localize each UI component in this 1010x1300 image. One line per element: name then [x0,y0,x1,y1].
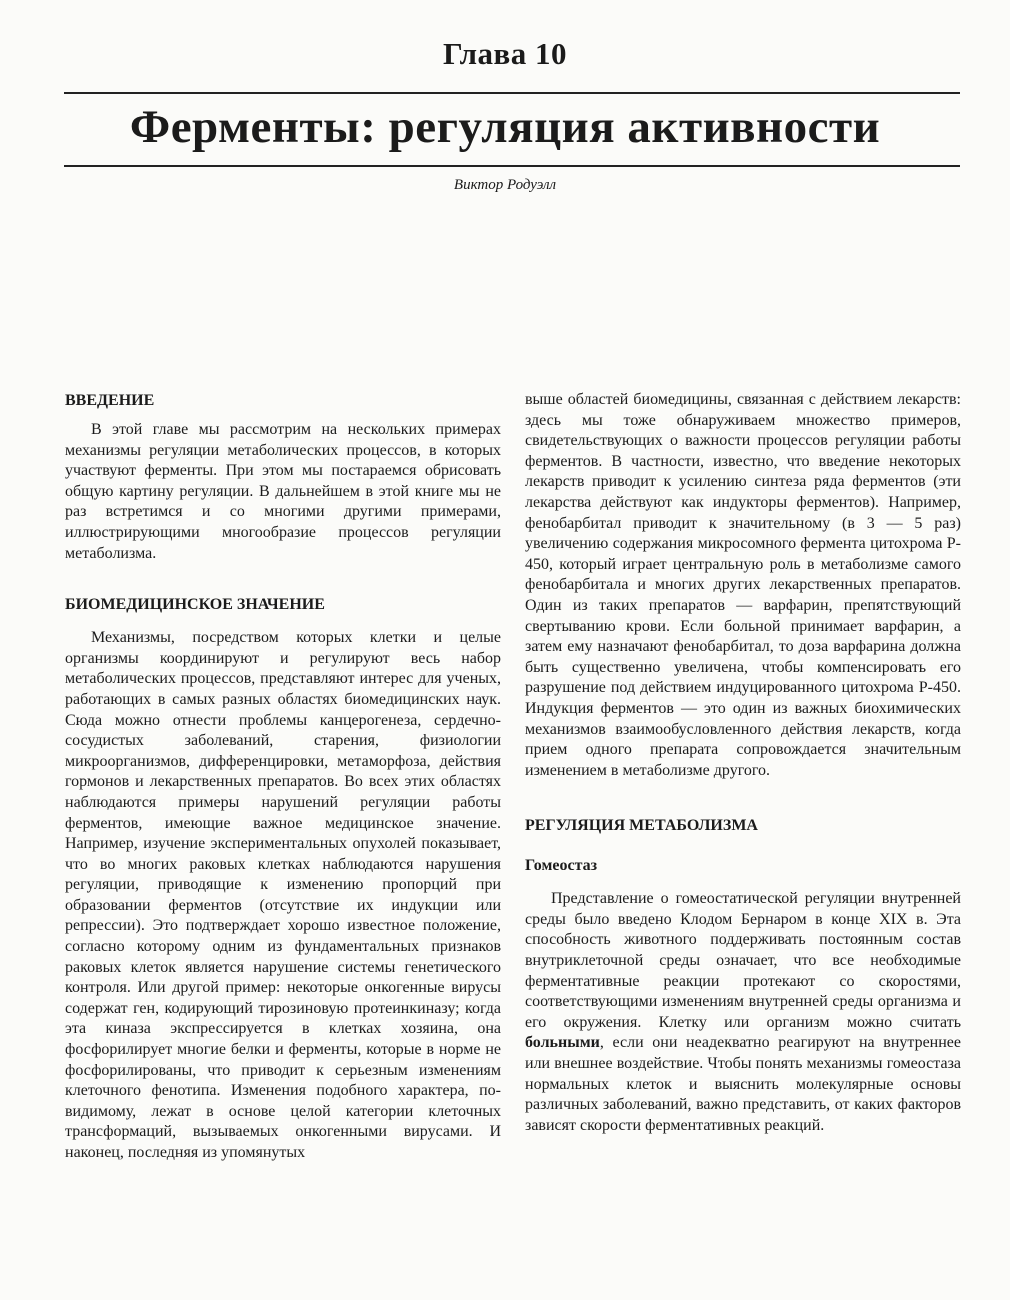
intro-heading: ВВЕДЕНИЕ [65,392,155,409]
top-rule [64,92,960,94]
biomedical-paragraph: Механизмы, посредством которых клетки и целые организмы координируют и регулируют весь набор метаболических процессов, представляют интерес для ученых, работающих в самых разных областях биомедицинских наук. Сюда можно отнести проблемы канцерогенеза, сердечно-сосудистых заболеваний, старения, физиологии микроорганизмов, дифференцировки, метаморфоза, действия гормонов и лекарственных препаратов. Во всех этих областях наблюдаются примеры нарушений регуляции работы ферментов, имеющие важное медицинское значение. Например, изучение экспериментальных опухолей показывает, что во многих раковых клетках наблюдаются нарушения регуляции, приводящие к изменению пропорций при образовании ферментов (отсутствие их индукции или репрессии). Это подтверждает хорошо известное положение, согласно которому одним из фундаментальных признаков раковых клеток является нарушение системы генетического контроля. Или другой пример: некоторые онкогенные вирусы содержат ген, кодирующий тирозиновую протеинкиназу; когда эта киназа экспрессируется в клетках хозяина, она фосфорилирует многие белки и ферменты, которые в норме не фосфорилированы, что приводит к серьезным изменениям клеточного фенотипа. Изменения подобного характера, по-видимому, лежат в основе целой категории клеточных трансформаций, вызываемых онкогенными вирусами. И наконец, последняя из упомянутых [65,629,501,1161]
homeostasis-text-start: Представление о гомеостатической регуляции внутренней среды было введено Клодом Бернаром в конце XIX в. Эта способность животного поддерживать постоянным состав внутриклеточной среды означает, что все необходимые ферментативные реакции протекают со скоростями, соответствующими изменениям внутренней среды организма и его окружения. Клетку или организм можно считать [525,890,961,1031]
continued-paragraph: выше областей биомедицины, связанная с действием лекарств: здесь мы тоже обнаруживаем множество примеров, свидетельствующих о важности процессов регуляции работы ферментов. В частности, известно, что введение некоторых лекарств приводит к усилению синтеза ряда ферментов (эти лекарства действуют как индукторы ферментов). Например, фенобарбитал приводит к значительному (в 3 — 5 раз) увеличению содержания микросомного фермента цитохрома P-450, который играет центральную роль в метаболизме самого фенобарбитала и многих других лекарственных препаратов. Один из таких препаратов — варфарин, препятствующий свертыванию крови. Если больной принимает варфарин, а затем ему назначают фенобарбитал, то доза варфарина должна быть существенно увеличена, чтобы компенсировать его разрушение под действием индуцированного цитохрома P-450. Индукция ферментов — это один из важных биохимических механизмов взаимообусловленного действия лекарств, когда прием одного препарата сопровождается значительным изменением в метаболизме другого. [525,391,961,779]
biomedical-heading: БИОМЕДИЦИНСКОЕ ЗНАЧЕНИЕ [65,596,325,614]
author-name: Виктор Родуэлл [453,177,557,193]
homeostasis-paragraph [525,889,961,1136]
chapter-number: Глава 10 [442,36,568,71]
homeostasis-text-end: , если они неадекватно реагируют на внутреннее или внешнее воздействие. Чтобы понять механизмы гомеостаза нормальных клеток и выяснить молекулярные основы различных заболеваний, важно представить, от каких факторов зависят скорости ферментативных реакций. [525,1034,961,1134]
right-column [525,390,961,1136]
chapter-title: Ферменты: регуляция активности [129,101,881,153]
homeostasis-heading: Гомеостаз [525,857,598,875]
intro-paragraph: В этой главе мы рассмотрим на нескольких примерах механизмы регуляции метаболических процессов, в которых участвуют ферменты. При этом мы постараемся обрисовать общую картину регуляции. В дальнейшем в этой книге мы не раз встретимся и со многими другими примерами, иллюстрирующими многообразие процессов регуляции метаболизма. [65,421,501,562]
regulation-heading: РЕГУЛЯЦИЯ МЕТАБОЛИЗМА [525,817,758,835]
left-column [65,390,501,1164]
bottom-rule [64,165,960,167]
homeostasis-bold-term: больными [525,1034,600,1052]
